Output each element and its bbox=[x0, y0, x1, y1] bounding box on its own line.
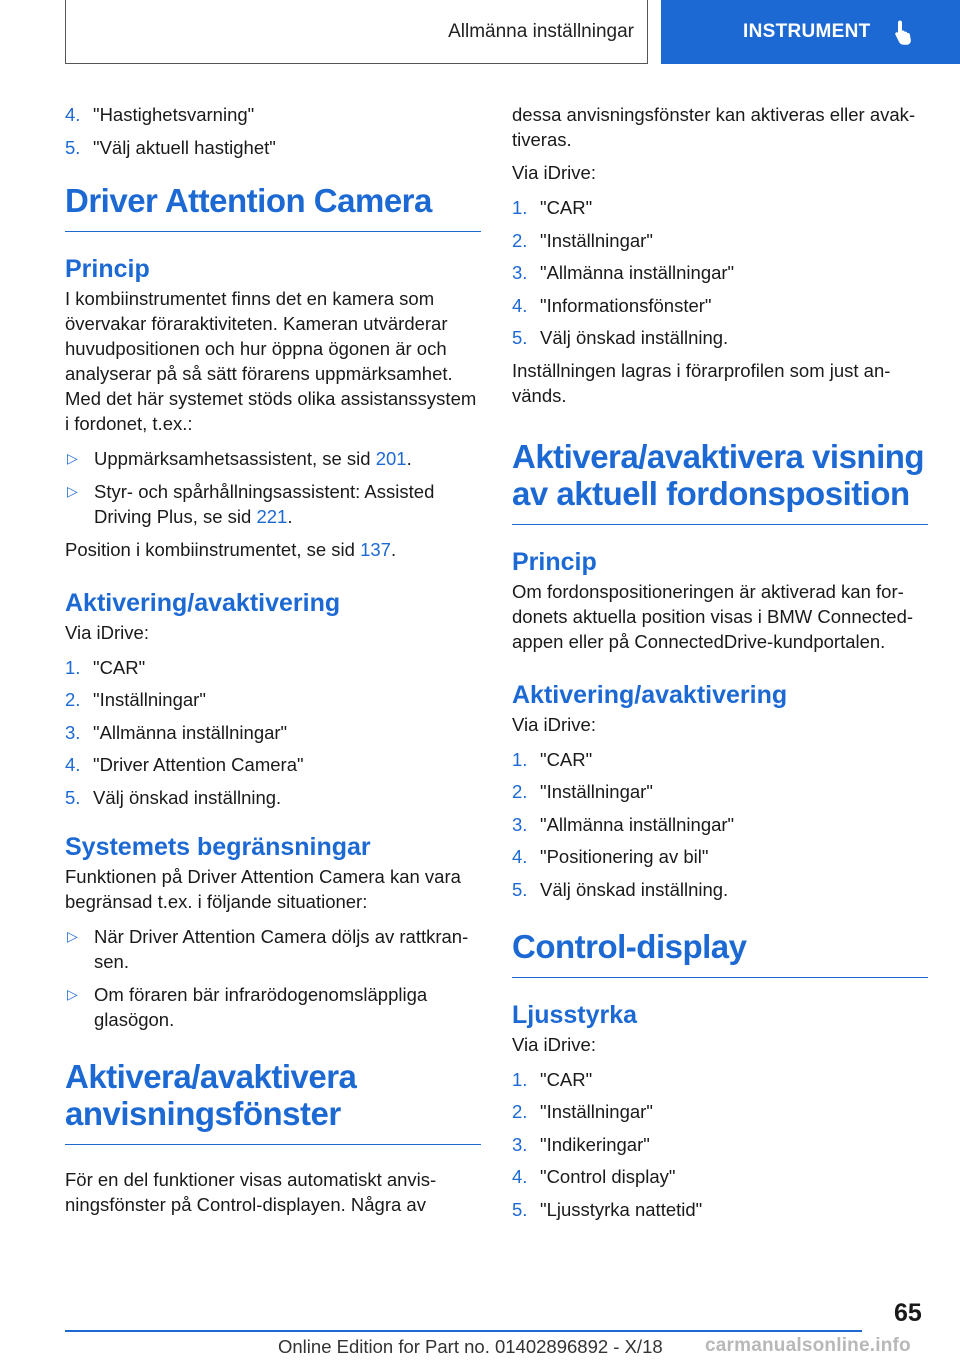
princip-text: Om fordonspositioneringen är aktiverad kan fordonets aktuella position visas i BMW Connected-appen eller på ConnectedDrive-kundportalen. bbox=[512, 580, 914, 652]
step-number: 4. bbox=[512, 1166, 528, 1187]
triangle-bullet-icon: ▷ bbox=[67, 482, 78, 499]
list-item bbox=[512, 260, 928, 285]
step-text: "CAR" bbox=[540, 748, 593, 770]
step-number: 2. bbox=[512, 781, 528, 802]
list-item bbox=[65, 446, 481, 471]
list-item bbox=[65, 752, 481, 777]
step-number: 1. bbox=[512, 748, 528, 770]
bullet-punct: . bbox=[287, 505, 293, 527]
list-item bbox=[512, 779, 928, 804]
step-text: "Allmänna inställningar" bbox=[540, 262, 735, 283]
assist-bullet-list bbox=[65, 446, 481, 529]
list-item bbox=[512, 325, 928, 350]
list-item bbox=[65, 102, 481, 127]
step-text: "Hastighetsvarning" bbox=[93, 104, 255, 125]
list-item bbox=[512, 1067, 928, 1092]
step-number: 4. bbox=[65, 104, 81, 125]
section-title-dac: Driver Attention Camera bbox=[65, 182, 481, 232]
list-item bbox=[65, 135, 481, 160]
step-text: "Control display" bbox=[540, 1166, 676, 1187]
step-number: 5. bbox=[65, 136, 81, 158]
left-column bbox=[65, 102, 481, 1217]
step-number: 3. bbox=[512, 813, 528, 835]
step-number: 5. bbox=[65, 786, 81, 808]
bullet-text: Styr- och spårhållningsassistent: Assisted Driving Plus, se sid bbox=[94, 480, 435, 527]
step-text: "Inställningar" bbox=[540, 229, 653, 251]
section-title-position: Aktivera/avaktivera visning av aktuell fordonsposition bbox=[512, 438, 928, 525]
list-item bbox=[512, 1164, 928, 1189]
bullet-text: Uppmärksamhetsassistent, se sid bbox=[94, 447, 376, 469]
list-item bbox=[65, 785, 481, 810]
ljusstyrka-step-list bbox=[512, 1067, 928, 1222]
via-idrive-label: Via iDrive: bbox=[512, 162, 596, 183]
list-item bbox=[65, 720, 481, 745]
step-number: 3. bbox=[65, 721, 81, 743]
step-number: 1. bbox=[512, 197, 528, 218]
step-text: "Indikeringar" bbox=[540, 1133, 650, 1155]
position-text bbox=[65, 537, 481, 562]
position-punct: . bbox=[390, 538, 397, 560]
list-item bbox=[512, 293, 928, 318]
step-number: 3. bbox=[512, 262, 528, 283]
step-number: 5. bbox=[512, 878, 528, 900]
subsection-title-princip: Princip bbox=[65, 254, 150, 283]
list-item bbox=[65, 982, 481, 1032]
step-text: "Inställningar" bbox=[540, 1101, 653, 1122]
anvisning-step-list bbox=[512, 195, 928, 350]
bullet-text: Om föraren bär infrarödogenomsläppliga glasögon. bbox=[94, 983, 428, 1030]
page-link[interactable]: 221 bbox=[256, 505, 288, 527]
step-number: 3. bbox=[512, 1133, 528, 1155]
step-text: Välj önskad inställning. bbox=[93, 786, 282, 808]
subsection-title-aktivering: Aktivering/avaktivering bbox=[512, 680, 788, 709]
position-label: Position i kombiinstrumentet, se sid bbox=[65, 538, 361, 560]
header-section-title: Allmänna inställningar bbox=[448, 20, 634, 42]
aktivering-step-list bbox=[65, 655, 481, 810]
footer-divider bbox=[65, 1330, 862, 1332]
princip-text: I kombiinstrumentet finns det en kamera som övervakar föraraktiviteten. Kameran utvärderar huvudpositionen och hur öppna ögonen är och analyserar på så sätt förarens uppmärksamhet. Med det här systemet stöds olika assistanssystem i fordonet, t.ex.: bbox=[65, 287, 477, 434]
step-number: 2. bbox=[65, 689, 81, 710]
list-item bbox=[65, 924, 481, 974]
step-number: 5. bbox=[512, 327, 528, 348]
step-number: 5. bbox=[512, 1198, 528, 1220]
header-chapter-label: INSTRUMENT bbox=[743, 21, 871, 42]
watermark: carmanualsonline.info bbox=[705, 1335, 911, 1356]
section-title-control-display: Control-display bbox=[512, 928, 928, 978]
via-idrive-label: Via iDrive: bbox=[512, 1033, 596, 1055]
step-text: "Informationsfönster" bbox=[540, 294, 712, 316]
anvisning-continued-text: dessa anvisningsfönster kan aktiveras eller avaktiveras. bbox=[512, 104, 916, 150]
step-text: Välj önskad inställning. bbox=[540, 878, 729, 900]
subsection-title-aktivering: Aktivering/avaktivering bbox=[65, 588, 341, 617]
step-text: "Driver Attention Camera" bbox=[93, 754, 304, 775]
step-text: "Allmänna inställningar" bbox=[93, 721, 288, 743]
list-item bbox=[65, 479, 481, 529]
step-number: 4. bbox=[512, 846, 528, 867]
step-number: 4. bbox=[65, 754, 81, 775]
list-item bbox=[512, 1197, 928, 1222]
bullet-text: När Driver Attention Camera döljs av rattkransen. bbox=[94, 925, 469, 972]
step-text: "Inställningar" bbox=[93, 689, 206, 710]
section-title-anvisning: Aktivera/avaktivera anvisningsfönster bbox=[65, 1058, 481, 1145]
limits-text: Funktionen på Driver Attention Camera kan vara begränsad t.ex. i följande situationer: bbox=[65, 865, 461, 912]
via-idrive-label: Via iDrive: bbox=[512, 713, 596, 735]
step-number: 4. bbox=[512, 294, 528, 316]
page-link[interactable]: 137 bbox=[360, 538, 391, 560]
step-number: 1. bbox=[512, 1068, 528, 1090]
triangle-bullet-icon: ▷ bbox=[67, 449, 78, 466]
triangle-bullet-icon: ▷ bbox=[67, 985, 78, 1002]
page-link[interactable]: 201 bbox=[375, 447, 407, 469]
step-text: "CAR" bbox=[540, 1068, 593, 1090]
bullet-punct: . bbox=[406, 447, 412, 469]
step-number: 2. bbox=[512, 229, 528, 251]
list-item bbox=[512, 747, 928, 772]
list-item bbox=[512, 844, 928, 869]
position-step-list bbox=[512, 747, 928, 902]
pointing-hand-icon bbox=[893, 19, 915, 45]
header-section-box bbox=[65, 0, 648, 64]
list-item bbox=[512, 1132, 928, 1157]
step-text: "Allmänna inställningar" bbox=[540, 813, 735, 835]
anvisning-text: För en del funktioner visas automatiskt anvisningsfönster på Control-displayen. Några av bbox=[65, 1168, 437, 1215]
step-number: 2. bbox=[512, 1101, 528, 1122]
saved-text: Inställningen lagras i förarprofilen som just används. bbox=[512, 359, 891, 406]
header-chapter-tab[interactable] bbox=[661, 0, 960, 64]
step-text: "Välj aktuell hastighet" bbox=[93, 136, 276, 158]
step-text: "CAR" bbox=[540, 197, 593, 218]
list-item bbox=[512, 877, 928, 902]
footer-edition: Online Edition for Part no. 01402896892 - X/18 bbox=[278, 1336, 663, 1357]
via-idrive-label: Via iDrive: bbox=[65, 621, 149, 643]
step-text: "CAR" bbox=[93, 656, 146, 678]
list-item bbox=[512, 812, 928, 837]
triangle-bullet-icon: ▷ bbox=[67, 927, 78, 944]
step-text: "Inställningar" bbox=[540, 781, 653, 802]
subsection-title-limits: Systemets begränsningar bbox=[65, 832, 371, 861]
step-text: "Positionering av bil" bbox=[540, 846, 709, 867]
top-step-list bbox=[65, 102, 481, 160]
subsection-title-ljusstyrka: Ljusstyrka bbox=[512, 1000, 638, 1029]
page-number: 65 bbox=[894, 1299, 922, 1327]
list-item bbox=[512, 228, 928, 253]
list-item bbox=[65, 687, 481, 712]
list-item bbox=[512, 1099, 928, 1124]
limits-bullet-list bbox=[65, 924, 481, 1032]
right-column bbox=[512, 102, 928, 1229]
list-item bbox=[512, 195, 928, 220]
step-number: 1. bbox=[65, 656, 81, 678]
subsection-title-princip: Princip bbox=[512, 547, 597, 576]
step-text: "Ljusstyrka nattetid" bbox=[540, 1198, 703, 1220]
step-text: Välj önskad inställning. bbox=[540, 327, 729, 348]
list-item bbox=[65, 655, 481, 680]
